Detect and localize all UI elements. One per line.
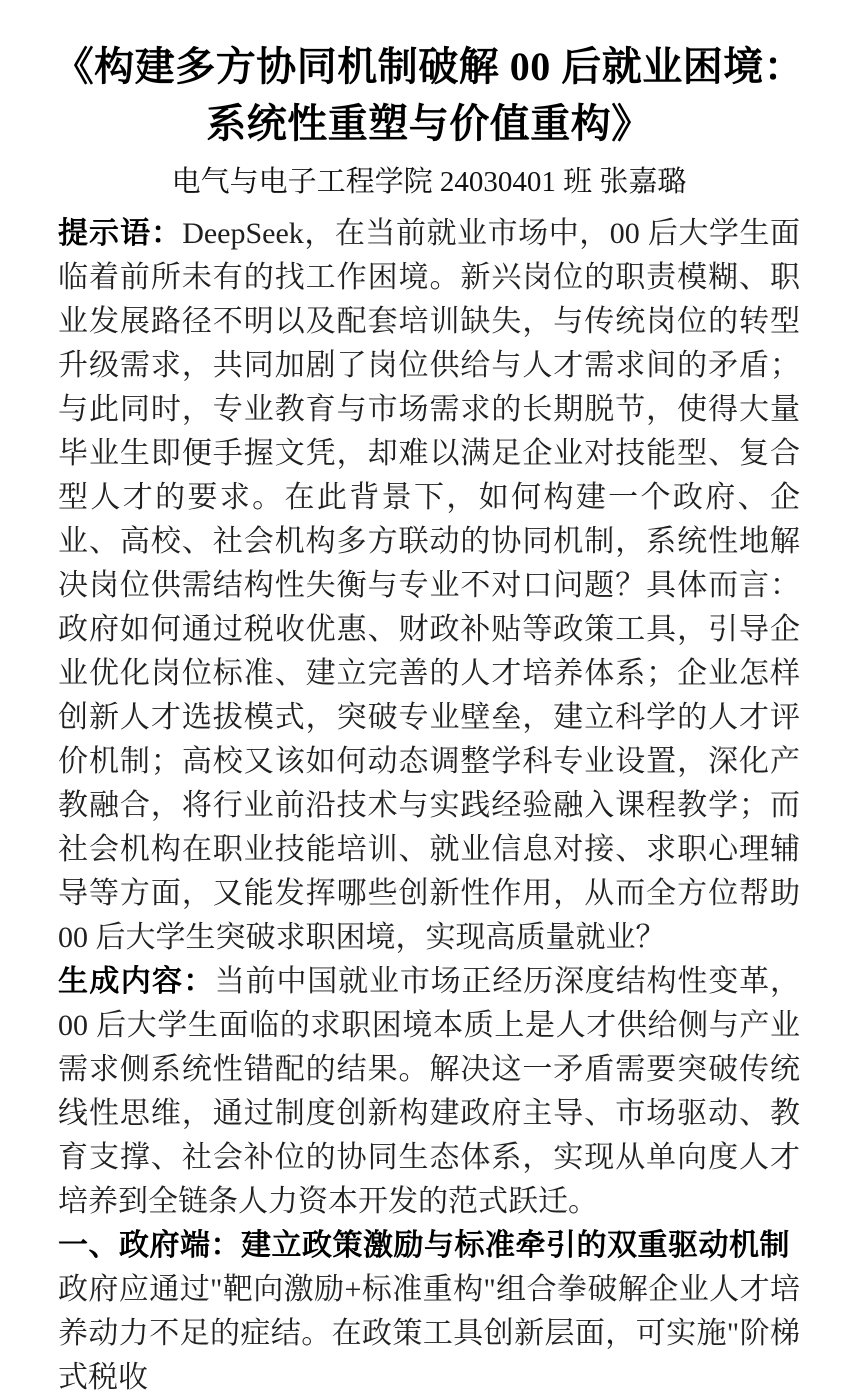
generated-paragraph	[58, 960, 800, 1224]
document-body	[0, 202, 858, 1400]
section-heading: 一、政府端：建立政策激励与标准牵引的双重驱动机制	[58, 1229, 790, 1262]
section-text: 政府应通过"靶向激励+标准重构"组合拳破解企业人才培养动力不足的症结。在政策工具创新层面，可实施"阶梯式税收	[58, 1273, 800, 1394]
prompt-paragraph	[58, 212, 800, 960]
generated-label: 生成内容：	[58, 965, 215, 998]
byline: 电气与电子工程学院 24030401 班 张嘉璐	[171, 166, 687, 198]
generated-text: 当前中国就业市场正经历深度结构性变革，00 后大学生面临的求职困境本质上是人才供给侧与产业需求侧系统性错配的结果。解决这一矛盾需要突破传统线性思维，通过制度创新构建政府主导、市场驱动、教育支撑、社会补位的协同生态体系，实现从单向度人才培养到全链条人力资本开发的范式跃迁。	[58, 965, 801, 1218]
prompt-label: 提示语：	[58, 217, 183, 250]
section-paragraph	[58, 1268, 800, 1400]
prompt-text: DeepSeek，在当前就业市场中，00 后大学生面临着前所未有的找工作困境。新兴岗位的职责模糊、职业发展路径不明以及配套培训缺失，与传统岗位的转型升级需求，共同加剧了岗位供给与人才需求间的矛盾；与此同时，专业教育与市场需求的长期脱节，使得大量毕业生即便手握文凭，却难以满足企业对技能型、复合型人才的要求。在此背景下，如何构建一个政府、企业、高校、社会机构多方联动的协同机制，系统性地解决岗位供需结构性失衡与专业不对口问题？具体而言：政府如何通过税收优惠、财政补贴等政策工具，引导企业优化岗位标准、建立完善的人才培养体系；企业怎样创新人才选拔模式，突破专业壁垒，建立科学的人才评价机制；高校又该如何动态调整学科专业设置，深化产教融合，将行业前沿技术与实践经验融入课程教学；而社会机构在职业技能培训、就业信息对接、求职心理辅导等方面，又能发挥哪些创新性作用，从而全方位帮助 00 后大学生突破求职困境，实现高质量就业？	[58, 217, 800, 954]
page-title: 《构建多方协同机制破解 00 后就业困境：系统性重塑与价值重构》	[53, 44, 805, 146]
